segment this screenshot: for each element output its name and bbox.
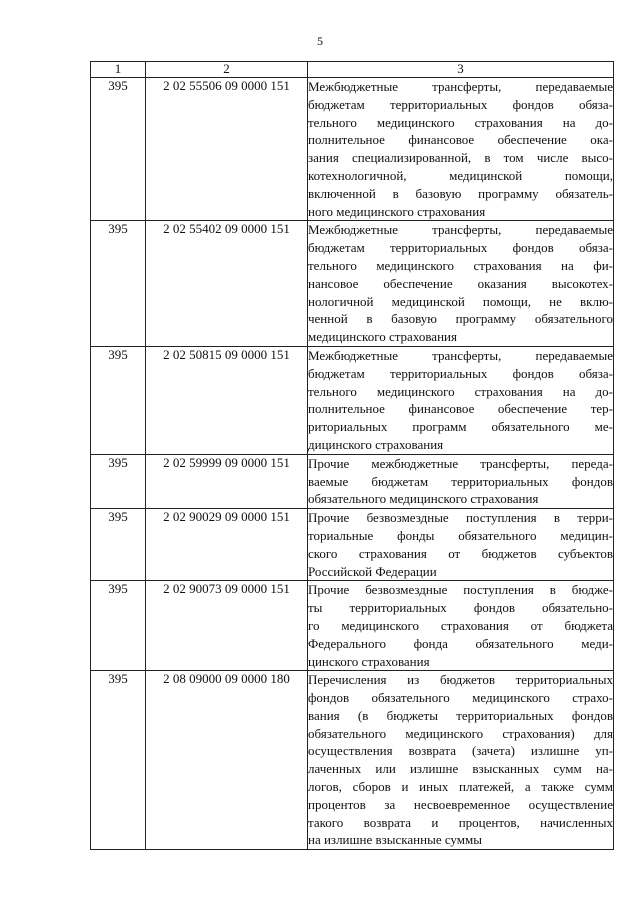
description-line: лаченных или излишне взысканных сумм на- <box>308 761 613 777</box>
column-header-3: 3 <box>308 62 614 78</box>
description-line: дицинского страхования <box>308 436 444 452</box>
table-body <box>91 78 614 850</box>
income-description-cell <box>308 581 614 671</box>
description-line: логов, сборов и иных платежей, а также сумм <box>308 779 613 795</box>
description-line: осуществления возврата (зачета) излишне уп- <box>308 743 613 759</box>
budget-classification-code-cell: 2 08 09000 09 0000 180 <box>146 671 308 850</box>
admin-code-cell: 395 <box>91 221 146 347</box>
description-line: ченной в базовую программу обязательного <box>308 311 613 327</box>
description-line: Перечисления из бюджетов территориальных <box>308 672 613 688</box>
description-line: медицинского страхования <box>308 329 457 345</box>
header-row <box>91 62 614 78</box>
table-row <box>91 78 614 221</box>
budget-classification-code-cell: 2 02 55506 09 0000 151 <box>146 78 308 221</box>
income-description-cell <box>308 454 614 508</box>
description-line: обязательного медицинского страхования) для <box>308 725 613 741</box>
description-line: такого возврата и процентов, начисленных <box>308 814 613 830</box>
description-line: Прочие безвозмездные поступления в бюдже- <box>308 582 613 598</box>
table-row <box>91 581 614 671</box>
description-line: Межбюджетные трансферты, передаваемые <box>308 79 613 94</box>
table-row <box>91 671 614 850</box>
table-header <box>91 62 614 78</box>
description-line: ваемые бюджетам территориальных фондов <box>308 473 613 489</box>
description-line: го медицинского страхования от бюджета <box>308 617 613 633</box>
admin-code-cell: 395 <box>91 671 146 850</box>
description-line: Прочие межбюджетные трансферты, переда- <box>308 455 613 471</box>
description-line: полнительное финансовое обеспечение тер- <box>308 401 613 417</box>
description-line: тельного медицинского страхования на до- <box>308 114 613 130</box>
description-line: Федерального фонда обязательного меди- <box>308 635 613 651</box>
column-header-1: 1 <box>91 62 146 78</box>
budget-codes-table <box>90 61 614 850</box>
income-description-cell <box>308 671 614 850</box>
description-line: вания (в бюджеты территориальных фондов <box>308 707 613 723</box>
description-line: бюджетам территориальных фондов обяза- <box>308 365 613 381</box>
admin-code-cell: 395 <box>91 346 146 454</box>
table-row <box>91 346 614 454</box>
table-row <box>91 221 614 347</box>
description-line: бюджетам территориальных фондов обяза- <box>308 240 613 256</box>
budget-classification-code-cell: 2 02 55402 09 0000 151 <box>146 221 308 347</box>
description-line: котехнологичной, медицинской помощи, <box>308 167 613 183</box>
description-line: обязательного медицинского страхования <box>308 491 539 507</box>
admin-code-cell: 395 <box>91 78 146 221</box>
page-number: 5 <box>317 34 323 48</box>
description-line: на излишне взысканные суммы <box>308 832 482 848</box>
table-row <box>91 454 614 508</box>
description-line: ного медицинского страхования <box>308 203 486 219</box>
income-description-cell <box>308 509 614 581</box>
budget-classification-code-cell: 2 02 90029 09 0000 151 <box>146 509 308 581</box>
description-line: процентов за несвоевременное осуществление <box>308 796 613 812</box>
description-line: нологичной медицинской помощи, не вклю- <box>308 293 613 309</box>
income-description-cell <box>308 346 614 454</box>
description-line: тельного медицинского страхования на фи- <box>308 257 613 273</box>
income-description-cell <box>308 221 614 347</box>
table-row <box>91 509 614 581</box>
description-line: Российской Федерации <box>308 563 437 579</box>
description-line: тельного медицинского страхования на до- <box>308 383 613 399</box>
description-line: ториальные фонды обязательного медицин- <box>308 527 613 543</box>
description-line: ского страхования от бюджетов субъектов <box>308 545 613 561</box>
description-line: Межбюджетные трансферты, передаваемые <box>308 222 613 238</box>
description-line: нансовое обеспечение оказания высокотех- <box>308 275 613 291</box>
description-line: полнительное финансовое обеспечение ока- <box>308 132 613 148</box>
budget-classification-code-cell: 2 02 59999 09 0000 151 <box>146 454 308 508</box>
description-line: бюджетам территориальных фондов обяза- <box>308 96 613 112</box>
description-line: Межбюджетные трансферты, передаваемые <box>308 347 613 363</box>
description-line: ты территориальных фондов обязательно- <box>308 600 613 616</box>
description-line: включенной в базовую программу обязатель- <box>308 185 613 201</box>
budget-classification-code-cell: 2 02 50815 09 0000 151 <box>146 346 308 454</box>
admin-code-cell: 395 <box>91 509 146 581</box>
description-line: Прочие безвозмездные поступления в терри- <box>308 510 613 526</box>
description-line: цинского страхования <box>308 653 430 669</box>
description-line: риториальных программ обязательного ме- <box>308 419 613 435</box>
column-header-2: 2 <box>146 62 308 78</box>
income-description-cell <box>308 78 614 221</box>
description-line: фондов обязательного медицинского страхо- <box>308 690 613 706</box>
admin-code-cell: 395 <box>91 454 146 508</box>
description-line: зания специализированной, в том числе высо- <box>308 150 613 166</box>
budget-classification-code-cell: 2 02 90073 09 0000 151 <box>146 581 308 671</box>
admin-code-cell: 395 <box>91 581 146 671</box>
